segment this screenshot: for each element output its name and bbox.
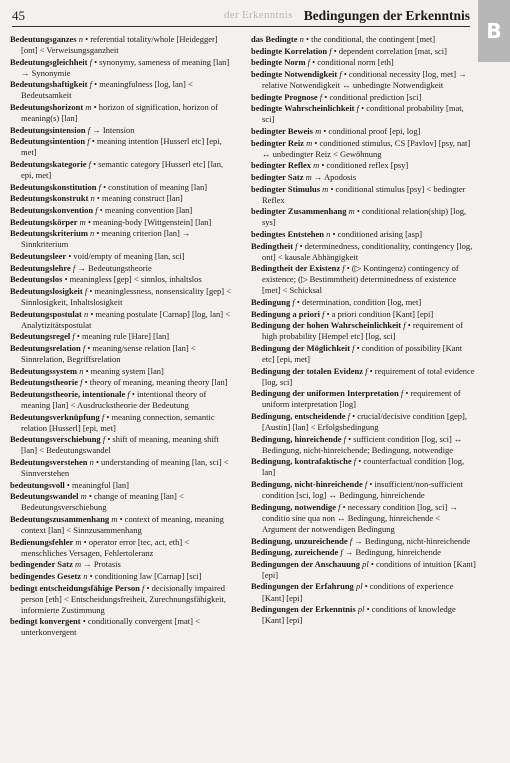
- entry-headword: bedingter Zusammenhang: [251, 206, 347, 217]
- entry-definition: • the conditional, the contingent [met]: [306, 34, 436, 44]
- entry-definition: • conditionally convergent [mat] < unterkonvergent: [21, 616, 200, 638]
- entry-definition: • meaningfulness [log, lan] < Bedeutsamkeit: [21, 79, 193, 101]
- entry-definition: → Apodosis: [313, 171, 357, 182]
- right-column: [251, 34, 476, 756]
- entry-headword: Bedeutungskörper: [10, 216, 78, 227]
- dictionary-entry: [10, 79, 235, 101]
- entry-grammar: n: [79, 365, 84, 376]
- entry-headword: Bedeutungsrelation: [10, 342, 81, 353]
- entry-headword: Bedeutungsgleichheit: [10, 56, 88, 67]
- entry-headword: bedingte Wahrscheinlichkeit: [251, 103, 355, 114]
- entry-definition: • operator error [tec, act, eth] < menschliches Versagen, Fehlertoleranz: [21, 536, 190, 558]
- entry-headword: bedingender Satz: [10, 559, 73, 570]
- entry-headword: Bedingung der uniformen Interpretation: [251, 388, 399, 399]
- entry-grammar: m: [348, 206, 355, 217]
- entry-definition: • meaning intention [Husserl etc] [epi, met]: [21, 136, 222, 158]
- entry-grammar: f: [87, 124, 91, 135]
- entry-definition: • meaning connection, semantic relation [Husserl] [epi, met]: [21, 411, 215, 433]
- entry-definition: • requirement of high probability [Hempel etc] [log, sci]: [262, 320, 464, 342]
- dictionary-entry: [10, 412, 235, 434]
- entry-grammar: f: [102, 434, 106, 445]
- entry-headword: Bedeutungssystem: [10, 365, 78, 376]
- entry-grammar: f: [339, 68, 342, 79]
- entry-definition: • conditional proof [epi, log]: [323, 125, 421, 136]
- entry-headword: Bedeutungslos: [10, 274, 63, 285]
- entry-headword: Bedeutungsganzes: [10, 34, 77, 44]
- entry-definition: • meaninglessness, nonsensicality [gep] < Sinnlosigkeit, Inhaltslosigkeit: [21, 285, 231, 307]
- dictionary-entry: [10, 34, 235, 56]
- entry-grammar: n: [90, 193, 95, 204]
- entry-grammar: f: [349, 535, 353, 546]
- entry-grammar: n: [90, 228, 95, 239]
- entry-headword: Bedeutungswandel: [10, 491, 79, 502]
- entry-grammar: f: [88, 159, 91, 170]
- entry-definition: • requirement of uniform interpretation [log]: [262, 388, 461, 410]
- dictionary-entry: [10, 559, 235, 570]
- entry-headword: Bedingungen der Erfahrung: [251, 581, 354, 592]
- entry-headword: bedingter Satz: [251, 171, 304, 182]
- dictionary-entry: [251, 160, 476, 171]
- entry-grammar: m: [305, 171, 312, 182]
- entry-grammar: n: [299, 34, 304, 44]
- entry-grammar: f: [353, 456, 357, 467]
- entry-grammar: f: [72, 331, 75, 342]
- entry-definition: • meaningful [lan]: [66, 479, 129, 490]
- entry-definition: • condition of possibility [Kant etc] [epi, met]: [262, 342, 463, 364]
- dictionary-entry: [251, 172, 476, 183]
- dictionary-entry: [251, 184, 476, 206]
- entry-definition: • understanding of meaning [lan, sci] < Sinnverstehen: [21, 456, 229, 479]
- dictionary-entry: [251, 309, 476, 320]
- entry-definition: • meaning postulate [Carnap] [log, lan] < Analytizitätspostulat: [21, 308, 231, 330]
- entry-grammar: f: [356, 103, 360, 114]
- entry-grammar: f: [338, 501, 341, 512]
- dictionary-entry: [10, 102, 235, 124]
- entry-definition: • conditioned stimulus, CS [Pavlov] [psy, nat] ↔ unbedingter Reiz < Gewöhnung: [262, 137, 471, 159]
- dictionary-entry: [10, 389, 235, 411]
- dictionary-entry: [10, 228, 235, 250]
- entry-grammar: f: [89, 79, 92, 90]
- dictionary-entry: [251, 57, 476, 68]
- entry-headword: Bedeutungsverschiebung: [10, 434, 101, 445]
- entry-definition: • conditions of experience [Kant] [epi]: [262, 581, 454, 603]
- entry-grammar: f: [307, 57, 311, 68]
- dictionary-entry: [10, 377, 235, 388]
- entry-definition: • meaning rule [Hare] [lan]: [76, 331, 170, 342]
- entry-headword: Bedingung der totalen Evidenz: [251, 365, 364, 376]
- entry-grammar: f: [82, 342, 86, 353]
- dictionary-entry: [251, 138, 476, 160]
- entry-headword: Bedingung der Möglichkeit: [251, 342, 351, 353]
- entry-headword: Bedingung, kontrafaktische: [251, 456, 352, 467]
- entry-grammar: f: [352, 342, 355, 353]
- entry-definition: • conditional probability [mat, sci]: [262, 103, 464, 125]
- entry-headword: Bedeutungsleer: [10, 251, 67, 262]
- entry-definition: • semantic category [Husserl etc] [lan, epi, met]: [21, 159, 224, 181]
- entry-definition: • shift of meaning, meaning shift [lan] < Bedeutungswandel: [21, 434, 219, 456]
- entry-headword: bedingte Korrelation: [251, 45, 328, 56]
- dictionary-entry: [251, 126, 476, 137]
- bleed-through-text: der Erkenntnis: [224, 9, 293, 21]
- dictionary-entry: [251, 263, 476, 296]
- entry-definition: • void/empty of meaning [lan, sci]: [68, 251, 185, 262]
- entry-headword: Bedingungen der Erkenntnis: [251, 604, 356, 615]
- entry-definition: • conditions of intuition [Kant] [epi]: [262, 558, 476, 580]
- entry-headword: Bedingtheit der Existenz: [251, 263, 341, 274]
- page-header: [12, 6, 470, 27]
- entry-definition: • conditioned arising [asp]: [332, 228, 423, 239]
- dictionary-entry: [10, 571, 235, 582]
- entry-headword: Bedingung der hohen Wahrscheinlichkeit: [251, 320, 402, 331]
- entry-headword: Bedeutungskriterium: [10, 228, 88, 239]
- entry-definition: • insufficient/non-sufficient condition [sci, log] ↔ Bedingung, hinreichende: [262, 479, 463, 501]
- dictionary-entry: [10, 251, 235, 262]
- entry-definition: • meaning construct [lan]: [96, 193, 183, 204]
- entry-grammar: pl: [357, 604, 365, 615]
- dictionary-entry: [251, 297, 476, 308]
- entry-grammar: f: [295, 240, 298, 251]
- entry-definition: • meaning/sense relation [lan] < Sinnrelation, Begriffsrelation: [21, 342, 196, 364]
- entry-grammar: f: [342, 263, 345, 274]
- entry-definition: • synonymy, sameness of meaning [lan] → Synonymie: [21, 56, 230, 78]
- dictionary-entry: [10, 331, 235, 342]
- entry-definition: • meaningless [gep] < sinnlos, inhaltslos: [64, 274, 202, 285]
- entry-grammar: f: [403, 320, 406, 331]
- entry-headword: Bedeutungslosigkeit: [10, 285, 83, 296]
- entry-headword: Bedeutungslehre: [10, 262, 71, 273]
- dictionary-entry: [251, 434, 476, 456]
- entry-grammar: m: [322, 183, 329, 194]
- dictionary-entry: [251, 366, 476, 388]
- entry-definition: • a priori condition [Kant] [epi]: [326, 308, 434, 319]
- entry-headword: Bedeutungsintention: [10, 136, 86, 147]
- dictionary-entry: [251, 103, 476, 125]
- entry-definition: • meaning convention [lan]: [99, 205, 193, 216]
- entry-headword: Bedingung, entscheidende: [251, 411, 346, 422]
- entry-grammar: f: [89, 56, 92, 67]
- dictionary-entry: [251, 206, 476, 228]
- dictionary-entry: [10, 136, 235, 158]
- dictionary-entry: [251, 581, 476, 603]
- entry-headword: Bedeutungspostulat: [10, 308, 82, 319]
- entry-definition: → Intension: [92, 124, 135, 135]
- entry-grammar: f: [365, 365, 368, 376]
- letter-tab: B: [478, 0, 510, 62]
- entry-definition: • change of meaning [lan] < Bedeutungsverschiebung: [21, 491, 184, 513]
- entry-grammar: m: [75, 559, 82, 570]
- entry-definition: • necessary condition [log, sci] → conditio sine qua non ↔ Bedingung, hinreichende < Argument der notwendigen Bedingung: [262, 501, 458, 534]
- dictionary-entry: [251, 241, 476, 263]
- entry-definition: → Protasis: [83, 559, 121, 570]
- dictionary-entry: [251, 320, 476, 342]
- dictionary-entry: [10, 263, 235, 274]
- dictionary-entry: [10, 193, 235, 204]
- entry-grammar: f: [340, 547, 343, 558]
- entry-grammar: m: [313, 160, 320, 171]
- entry-headword: Bedeutungskonstrukt: [10, 193, 89, 204]
- dictionary-entry: [10, 57, 235, 79]
- entry-headword: Bedeutungshaftigkeit: [10, 79, 88, 90]
- dictionary-entry: [10, 366, 235, 377]
- entry-headword: Bedingung, unzureichende: [251, 535, 348, 546]
- entry-definition: • horizon of signification, horizon of meaning(s) [lan]: [21, 102, 218, 124]
- dictionary-entry: [10, 182, 235, 193]
- entry-definition: • conditional prediction [sci]: [324, 91, 422, 102]
- entry-definition: • (▷ Kontingenz) contingency of existence; (▷ Bestimmtheit) determinedness of existence [met] < Schicksal: [262, 263, 459, 296]
- entry-headword: bedingter Beweis: [251, 125, 313, 136]
- entry-headword: bedingt konvergent: [10, 616, 81, 627]
- dictionary-entry: [10, 217, 235, 228]
- entry-headword: Bedingung, notwendige: [251, 501, 337, 512]
- entry-definition: • decisionally impaired person [eth] < Entscheidungsfreiheit, Zurechnungsfähigkeit, informierte Zustimmung: [21, 582, 226, 615]
- dictionary-entry: [251, 92, 476, 103]
- entry-headword: bedingte Notwendigkeit: [251, 68, 338, 79]
- dictionary-entry: [10, 514, 235, 536]
- entry-headword: bedingter Reiz: [251, 137, 304, 148]
- entry-grammar: m: [315, 125, 322, 136]
- entry-grammar: m: [80, 491, 87, 502]
- entry-headword: bedingtes Entstehen: [251, 228, 324, 239]
- entry-headword: Bedingung a priori: [251, 308, 320, 319]
- entry-headword: Bedeutungsverstehen: [10, 456, 88, 467]
- entry-headword: bedeutungsvoll: [10, 479, 65, 490]
- dictionary-entry: [251, 229, 476, 240]
- dictionary-entry: [251, 46, 476, 57]
- entry-headword: Bedeutungsintension: [10, 124, 86, 135]
- entry-grammar: m: [306, 137, 313, 148]
- entry-grammar: f: [329, 45, 332, 56]
- dictionary-entry: [10, 274, 235, 285]
- entry-grammar: f: [292, 296, 295, 307]
- entry-headword: Bedingung, nicht-hinreichende: [251, 479, 363, 490]
- entry-headword: Bedeutungskonstitution: [10, 181, 97, 192]
- left-column: [10, 34, 235, 756]
- entry-definition: • crucial/decisive condition [gep], [Austin] [lan] < Erfolgsbedingung: [262, 411, 467, 433]
- entry-headword: Bedingung: [251, 296, 291, 307]
- entry-grammar: f: [142, 582, 145, 593]
- entry-definition: → Bedingung, nicht-hinreichende: [354, 535, 471, 546]
- dictionary-entry: [251, 343, 476, 365]
- entry-grammar: m: [75, 536, 82, 547]
- entry-headword: bedingendes Gesetz: [10, 571, 82, 582]
- entry-headword: bedingter Reflex: [251, 160, 312, 171]
- dictionary-entry: [251, 547, 476, 558]
- entry-definition: • conditional relation(ship) [log, sys]: [262, 206, 467, 228]
- entry-headword: Bedingung, zureichende: [251, 547, 339, 558]
- entry-grammar: f: [95, 205, 98, 216]
- entry-grammar: f: [400, 388, 404, 399]
- entry-definition: • constitution of meaning [lan]: [103, 181, 208, 192]
- entry-definition: • conditional norm [eth]: [312, 57, 394, 68]
- entry-grammar: f: [322, 308, 325, 319]
- entry-grammar: f: [347, 411, 350, 422]
- page-number: 45: [12, 8, 25, 23]
- entry-definition: → Bedeutungstheorie: [77, 262, 152, 273]
- entry-headword: Bedeutungskategorie: [10, 159, 87, 170]
- entry-headword: Bedeutungshorizont: [10, 102, 84, 113]
- dictionary-entry: [10, 286, 235, 308]
- entry-grammar: m: [85, 102, 92, 113]
- entry-definition: • dependent correlation [mat, sci]: [333, 45, 447, 56]
- entry-grammar: m: [79, 216, 86, 227]
- entry-grammar: f: [319, 91, 323, 102]
- entry-definition: • sufficient condition [log, sci] ↔ Bedingung, nicht-hinreichende; Bedingung, notwendige: [262, 433, 463, 455]
- entry-grammar: n: [83, 308, 89, 319]
- dictionary-entry: [10, 125, 235, 136]
- entry-grammar: f: [80, 377, 83, 388]
- dictionary-entry: [10, 205, 235, 216]
- entry-grammar: pl: [362, 558, 369, 569]
- entry-headword: Bedeutungsregel: [10, 331, 71, 342]
- entry-grammar: f: [343, 433, 347, 444]
- entry-definition: • intentional theory of meaning [lan] < Ausdruckstheorie der Bedeutung: [21, 388, 207, 410]
- entry-headword: Bedeutungstheorie: [10, 377, 78, 388]
- entry-grammar: f: [72, 262, 76, 273]
- entry-headword: bedingte Norm: [251, 57, 306, 68]
- dictionary-entry: [251, 34, 476, 45]
- entry-definition: • requirement of total evidence [log, sci]: [262, 365, 475, 387]
- entry-headword: Bedingung, hinreichende: [251, 433, 342, 444]
- entry-headword: Bedingungen der Anschauung: [251, 558, 360, 569]
- dictionary-entry: [10, 491, 235, 513]
- dictionary-entry: [251, 69, 476, 91]
- entry-grammar: n: [78, 34, 83, 44]
- entry-grammar: n: [326, 228, 331, 239]
- entry-grammar: f: [98, 181, 101, 192]
- entry-grammar: f: [84, 285, 88, 296]
- entry-definition: • determination, condition [log, met]: [296, 296, 422, 307]
- entry-definition: • conditioned reflex [psy]: [321, 160, 409, 171]
- entry-grammar: n: [89, 456, 94, 467]
- entry-definition: • counterfactual condition [log, lan]: [262, 456, 465, 478]
- dictionary-entry: [10, 159, 235, 181]
- dictionary-entry: [10, 583, 235, 616]
- dictionary-entry: [251, 604, 476, 626]
- entry-definition: • meaning system [lan]: [85, 365, 164, 376]
- dictionary-entry: [10, 343, 235, 365]
- dictionary-entry: [251, 502, 476, 535]
- entry-headword: Bedeutungskonvention: [10, 205, 94, 216]
- dictionary-entry: [10, 537, 235, 559]
- entry-definition: • referential totality/whole [Heidegger] [ont] < Verweisungsganzheit: [21, 34, 218, 56]
- entry-headword: Bedingtheit: [251, 240, 294, 251]
- entry-headword: Bedienungsfehler: [10, 536, 74, 547]
- entry-headword: bedingter Stimulus: [251, 183, 321, 194]
- entry-definition: → Bedingung, hinreichende: [344, 547, 441, 558]
- dictionary-entry: [10, 309, 235, 331]
- entry-grammar: f: [87, 136, 90, 147]
- entry-definition: • meaning criterion [lan] → Sinnkriterium: [21, 228, 191, 250]
- entry-headword: bedingte Prognose: [251, 91, 318, 102]
- entry-grammar: n: [83, 571, 88, 582]
- dictionary-entry: [10, 480, 235, 491]
- entry-grammar: m: [111, 514, 118, 524]
- entry-definition: • determinedness, conditionality, contingency [log, ont] < kausale Abhängigkeit: [262, 240, 473, 262]
- entry-definition: • conditions of knowledge [Kant] [epi]: [262, 604, 456, 626]
- entry-headword: Bedeutungstheorie, intentionale: [10, 388, 126, 399]
- entry-definition: • conditioning law [Carnap] [sci]: [89, 571, 202, 582]
- dictionary-entry: [251, 559, 476, 581]
- entry-grammar: f: [127, 388, 130, 399]
- dictionary-entry: [10, 434, 235, 456]
- dictionary-entry: [10, 457, 235, 479]
- dictionary-entry: [251, 479, 476, 501]
- entry-definition: • conditional stimulus [psy] < bedingter Reflex: [262, 183, 466, 205]
- dictionary-entry: [251, 456, 476, 478]
- entry-definition: • meaning-body [Wittgenstein] [lan]: [87, 216, 212, 227]
- entry-headword: Bedeutungsverknüpfung: [10, 411, 100, 422]
- entry-definition: • context of meaning, meaning context [lan] < Sinnzusammenhang: [21, 514, 224, 536]
- entry-definition: • conditional necessity [log, met] → relative Notwendigkeit ↔ unbedingte Notwendigkeit: [262, 68, 467, 90]
- entry-headword: das Bedingte: [251, 34, 298, 44]
- dictionary-entry: [251, 536, 476, 547]
- entry-definition: • theory of meaning, meaning theory [lan]: [84, 377, 228, 388]
- entry-headword: bedingt entscheidungsfähige Person: [10, 582, 140, 593]
- dictionary-entry: [10, 616, 235, 638]
- entry-headword: Bedeutungszusammenhang: [10, 514, 110, 524]
- entry-grammar: f: [101, 411, 105, 422]
- dictionary-entry: [251, 388, 476, 410]
- running-title: Bedingungen der Erkenntnis: [303, 8, 470, 23]
- dictionary-entry: [251, 411, 476, 433]
- entry-grammar: f: [364, 479, 368, 490]
- entry-grammar: pl: [355, 581, 363, 592]
